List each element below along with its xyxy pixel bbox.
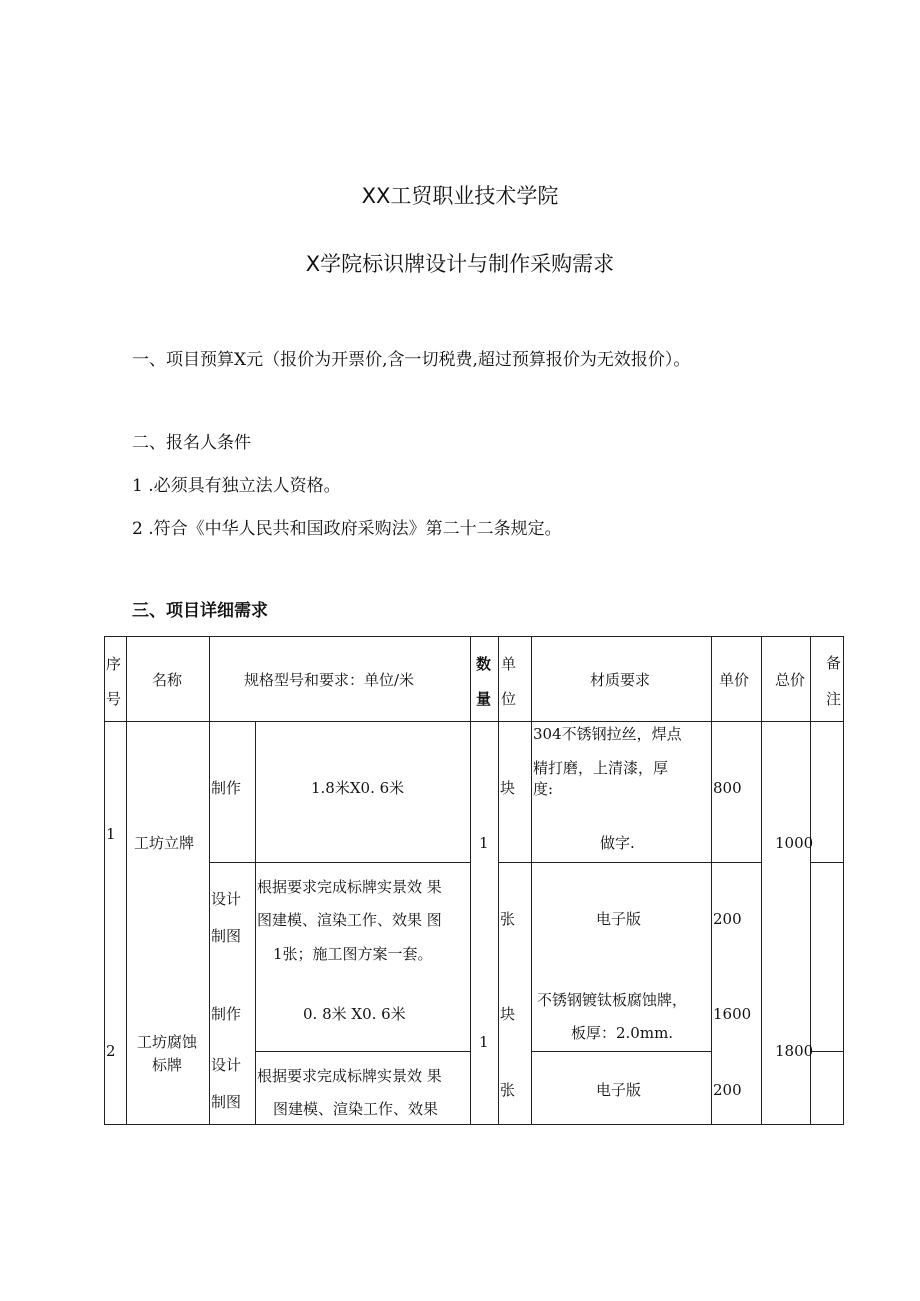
row1-item1-material-line: 304不锈钢拉丝，焊点 [533,725,682,743]
row2-name: 标牌 [152,1056,183,1074]
row2-item2-spec-line: 根据要求完成标牌实景效 果 [257,1067,442,1085]
row1-item1-price: 800 [713,779,742,797]
conditions-heading: 二、报名人条件 [132,433,251,453]
row1-item2-unit: 张 [500,910,516,928]
header-name: 名称 [152,671,183,689]
header-total: 总价 [775,671,806,689]
header-note: 备 [826,654,842,672]
table-border-left [104,636,105,1125]
row1-item1-spec: 1.8米X0. 6米 [311,779,405,797]
header-qty: 数 [476,655,492,673]
header-seq: 序 [106,655,122,673]
row1-qty: 1 [479,834,489,852]
table-border-top [104,636,844,637]
header-unit: 位 [501,690,517,708]
table-header-divider [104,721,844,722]
row1-item2-spec-line: 根据要求完成标牌实景效 果 [257,878,442,896]
row1-note-divider [810,862,844,863]
condition-item-2: 2 .符合《中华人民共和国政府采购法》第二十二条规定。 [132,519,562,539]
row1-total: 1000 [775,834,814,852]
row2-item1-unit: 块 [500,1005,516,1023]
row1-item2-spec-line: 1张；施工图方案一套。 [273,945,433,963]
document-subtitle: X学院标识牌设计与制作采购需求 [305,252,615,276]
col-divider [255,721,256,1125]
col-divider [531,636,532,1125]
row2-name: 工坊腐蚀 [137,1033,198,1051]
row1-item1-material-line: 精打磨，上清漆，厚 [533,759,669,777]
table-border-right [843,636,844,1125]
row2-item1-spec: 0. 8米 X0. 6米 [303,1005,406,1023]
row2-item2-unit: 张 [500,1081,516,1099]
row1-item1-material-line: 度: [533,780,554,798]
details-heading: 三、项目详细需求 [132,601,268,621]
row2-note-divider [810,1051,844,1052]
row2-item1-type: 制作 [211,1005,242,1023]
row2-item-divider [531,1051,711,1052]
row2-item2-spec-line: 图建模、渲染工作、效果 [273,1100,439,1118]
row2-item1-material-line: 板厚：2.0mm. [571,1024,674,1042]
row1-item2-price: 200 [713,910,742,928]
row2-qty: 1 [479,1033,489,1051]
row1-name: 工坊立牌 [134,834,195,852]
row2-total: 1800 [775,1042,814,1060]
row2-item2-material: 电子版 [596,1081,642,1099]
col-divider [126,636,127,1125]
row2-item2-price: 200 [713,1081,742,1099]
col-divider [498,636,499,1125]
budget-paragraph: 一、项目预算X元（报价为开票价,含一切税费,超过预算报价为无效报价）。 [132,350,691,370]
col-divider [209,636,210,1125]
header-material: 材质要求 [590,671,651,689]
table-border-bottom [104,1124,844,1125]
header-seq: 号 [106,690,122,708]
header-unit: 单 [501,655,517,673]
row2-item-divider [255,1051,471,1052]
row1-seq: 1 [106,825,116,843]
row1-item-divider [498,862,761,863]
row1-item2-type: 制图 [211,927,242,945]
row2-seq: 2 [106,1042,116,1060]
row1-item2-material: 电子版 [596,910,642,928]
header-qty: 量 [476,690,492,708]
row2-item1-material-line: 不锈钢镀钛板腐蚀牌， [537,991,688,1009]
row2-item2-type: 制图 [211,1093,242,1111]
row1-item1-type: 制作 [211,779,242,797]
header-unit-price: 单价 [719,671,750,689]
row1-item2-spec-line: 图建模、渲染工作、效果 图 [257,911,442,929]
col-divider [470,636,471,1125]
row1-item2-type: 设计 [211,890,242,908]
row1-item-divider [209,862,471,863]
col-divider [711,636,712,1125]
row2-item1-price: 1600 [713,1005,752,1023]
row1-item1-material-line: 做字. [600,834,635,852]
col-divider [761,636,762,1125]
row2-item2-type: 设计 [211,1056,242,1074]
document-title: XX工贸职业技术学院 [361,184,559,208]
header-note: 注 [826,690,842,708]
row1-item1-unit: 块 [500,779,516,797]
condition-item-1: 1 .必须具有独立法人资格。 [132,476,341,496]
header-spec: 规格型号和要求：单位/米 [244,671,415,689]
